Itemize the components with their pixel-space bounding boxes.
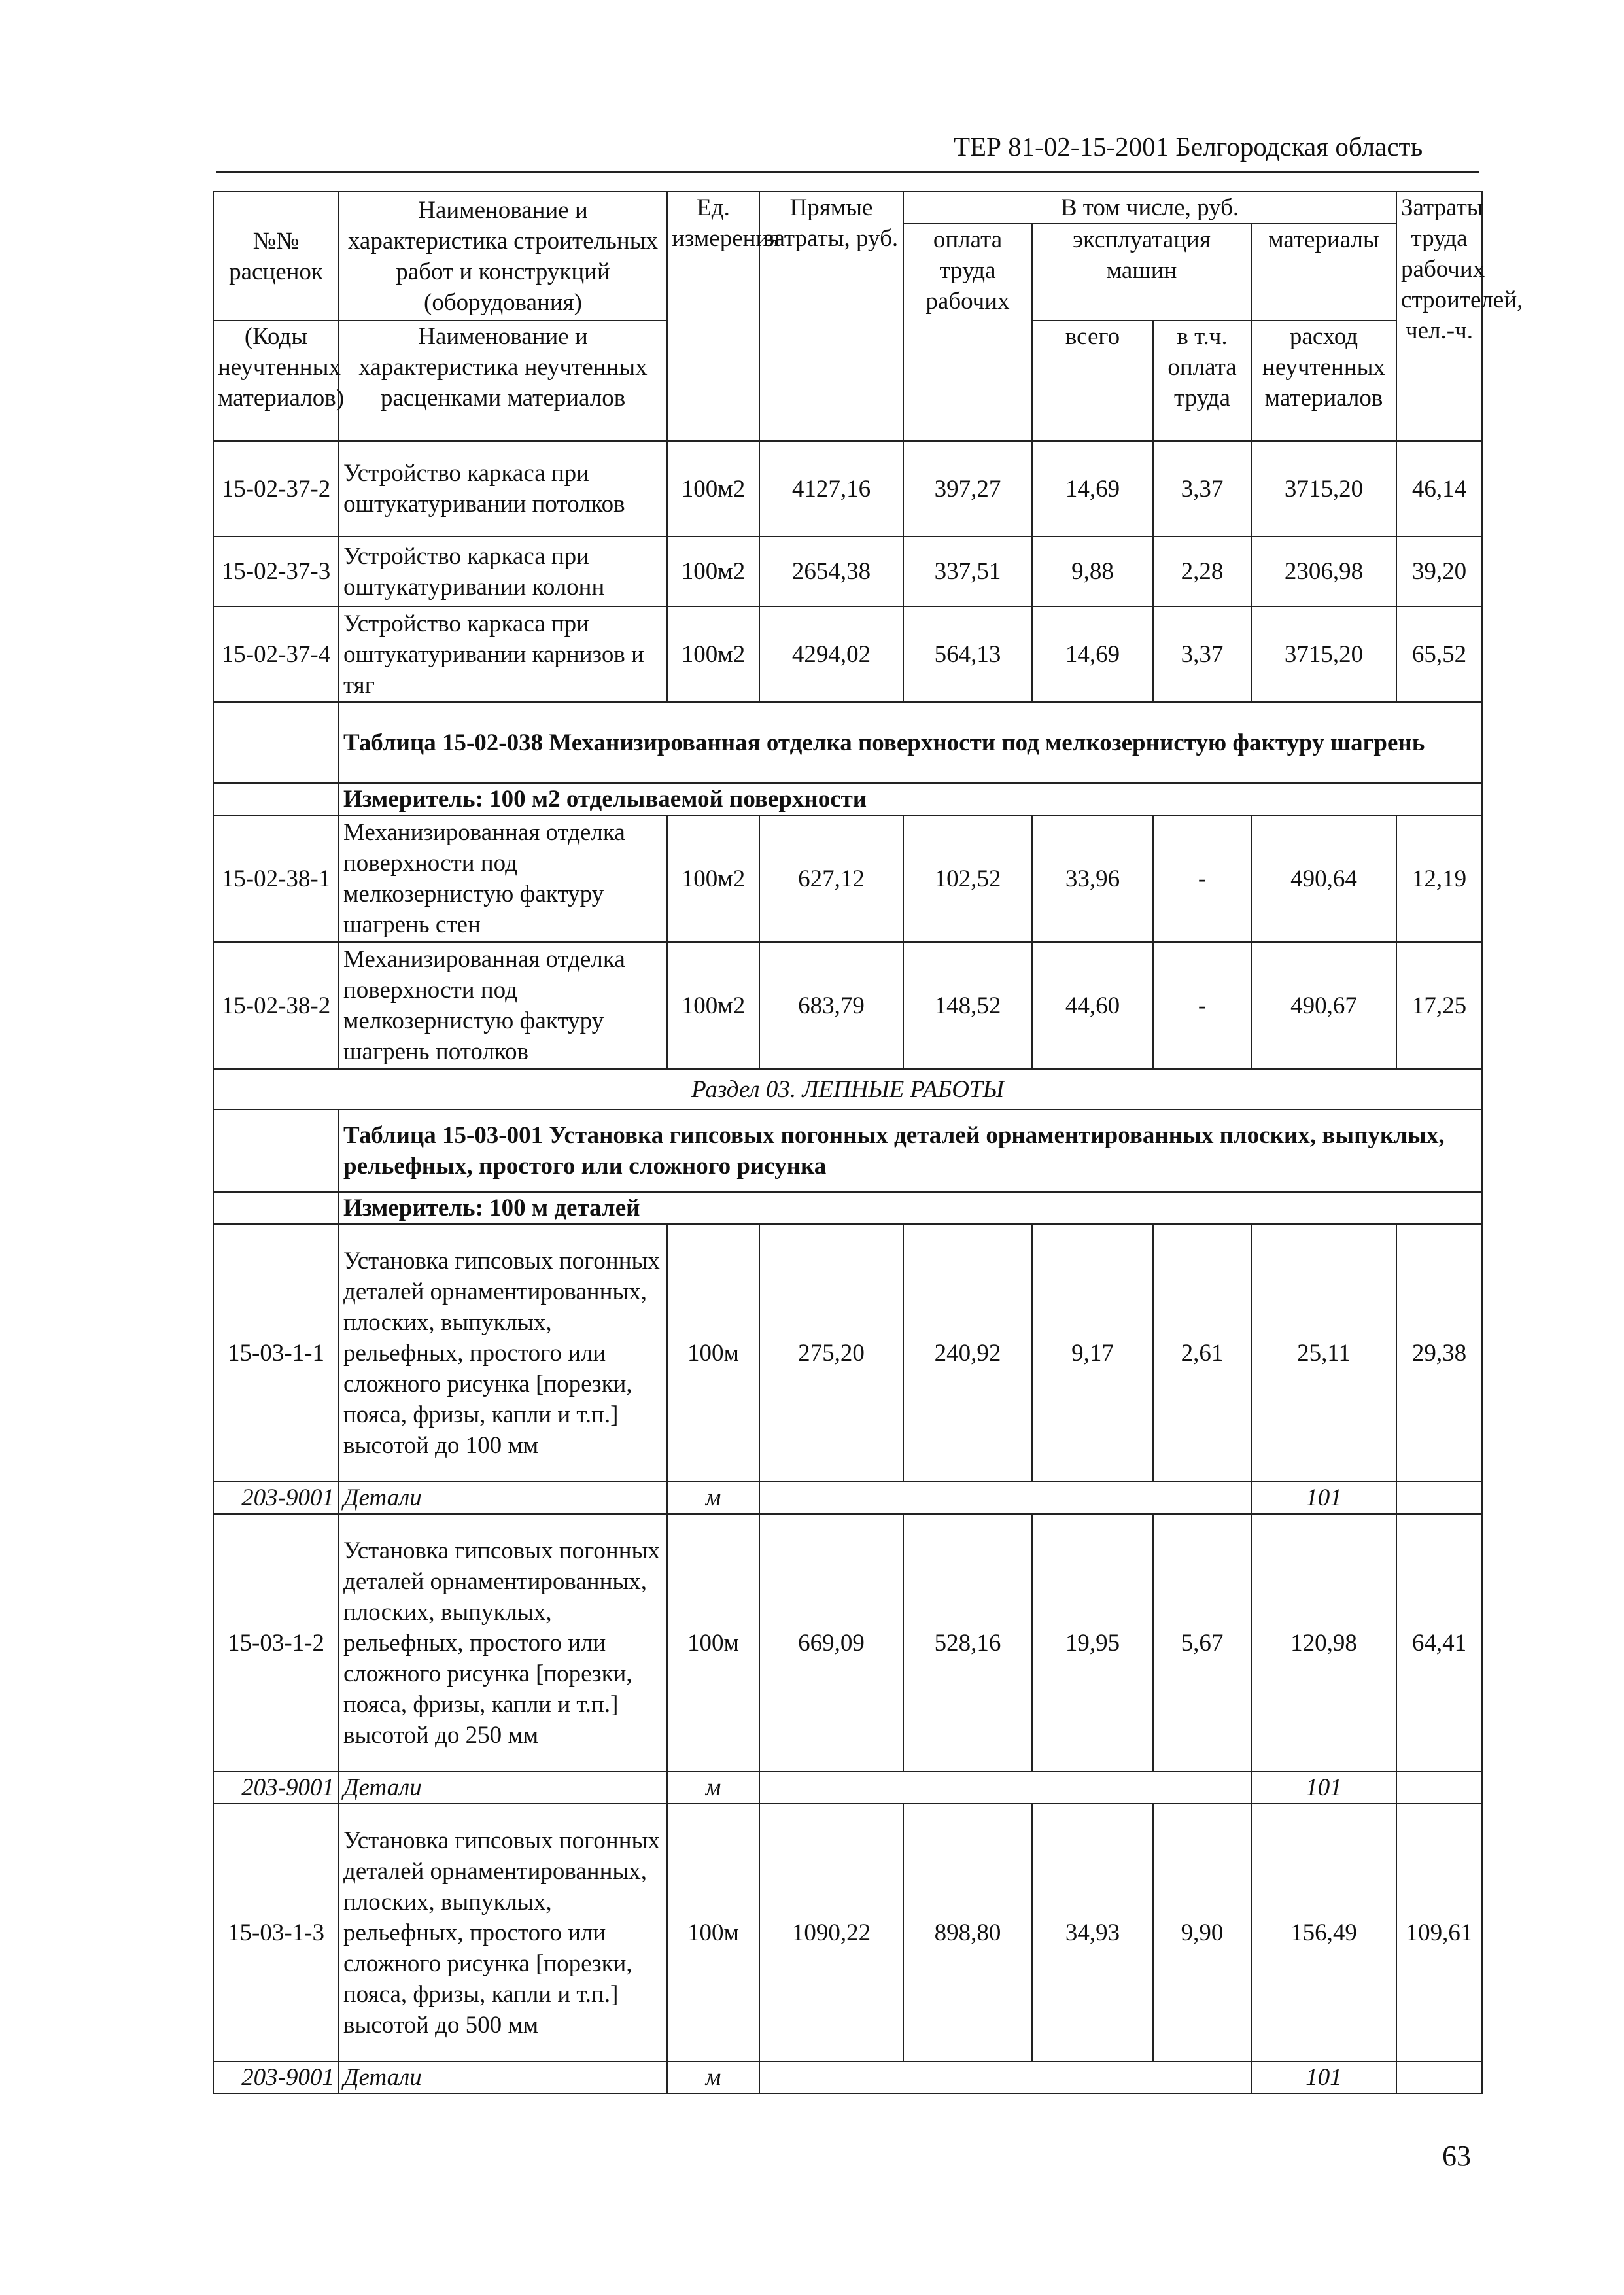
rate-unit: 100м2 <box>667 815 759 942</box>
col-machines-header: эксплуатация машин <box>1032 224 1251 321</box>
rate-direct: 275,20 <box>759 1224 903 1482</box>
rate-name: Установка гипсовых погонных деталей орнаментированных, плоских, выпуклых, рельефных, простого или сложного рисунка [порезки, пояса, фризы, капли и т.п.] высотой до 250 мм <box>339 1514 667 1772</box>
rate-labor: 39,20 <box>1396 536 1482 606</box>
rate-mach-pay: - <box>1153 815 1251 942</box>
rate-mach-pay: 9,90 <box>1153 1804 1251 2061</box>
material-row <box>213 1772 1482 1804</box>
rate-direct: 4127,16 <box>759 441 903 536</box>
rate-name: Механизированная отделка поверхности под мелкозернистую фактуру шагрень стен <box>339 815 667 942</box>
rate-name: Установка гипсовых погонных деталей орнаментированных, плоских, выпуклых, рельефных, простого или сложного рисунка [порезки, пояса, фризы, капли и т.п.] высотой до 500 мм <box>339 1804 667 2061</box>
table-row <box>213 536 1482 606</box>
material-code: 203-9001 <box>213 1772 339 1804</box>
rate-labor: 12,19 <box>1396 815 1482 942</box>
col-name-header: Наименование и характеристика строительных работ и конструкций (оборудования) <box>339 192 667 321</box>
blank-code-cell <box>213 783 339 815</box>
table-row <box>213 1224 1482 1482</box>
rate-direct: 1090,22 <box>759 1804 903 2061</box>
rate-pay: 397,27 <box>903 441 1032 536</box>
rate-code: 15-03-1-3 <box>213 1804 339 2061</box>
rate-unit: 100м <box>667 1514 759 1772</box>
rate-direct: 627,12 <box>759 815 903 942</box>
material-blank <box>759 1772 1251 1804</box>
rate-labor: 65,52 <box>1396 606 1482 702</box>
col-labor-header: Затраты труда рабочих строителей, чел.-ч. <box>1396 192 1482 441</box>
table-row <box>213 441 1482 536</box>
col-mach-total-header: всего <box>1032 321 1153 441</box>
rate-mach-pay: 3,37 <box>1153 441 1251 536</box>
material-row <box>213 1482 1482 1514</box>
table-001-title: Таблица 15-03-001 Установка гипсовых погонных деталей орнаментированных плоских, выпуклых, рельефных, простого или сложного рисунка <box>339 1110 1482 1192</box>
rate-mat: 490,67 <box>1251 942 1396 1069</box>
rate-mach: 19,95 <box>1032 1514 1153 1772</box>
material-code: 203-9001 <box>213 1482 339 1514</box>
material-unit: м <box>667 2061 759 2094</box>
rate-direct: 2654,38 <box>759 536 903 606</box>
rate-mach: 14,69 <box>1032 441 1153 536</box>
col-direct-header: Прямые затраты, руб. <box>759 192 903 441</box>
col-materials-header: материалы <box>1251 224 1396 321</box>
rates-table <box>213 191 1523 2094</box>
rate-labor: 46,14 <box>1396 441 1482 536</box>
rate-mach: 9,17 <box>1032 1224 1153 1482</box>
material-qty: 101 <box>1251 1482 1396 1514</box>
rate-direct: 669,09 <box>759 1514 903 1772</box>
rate-name: Устройство каркаса при оштукатуривании колонн <box>339 536 667 606</box>
rate-pay: 240,92 <box>903 1224 1032 1482</box>
rate-mach-pay: - <box>1153 942 1251 1069</box>
material-unit: м <box>667 1772 759 1804</box>
material-code: 203-9001 <box>213 2061 339 2094</box>
table-038-meter: Измеритель: 100 м2 отделываемой поверхности <box>339 783 1482 815</box>
table-038-title: Таблица 15-02-038 Механизированная отделка поверхности под мелкозернистую фактуру шагрень <box>339 702 1482 783</box>
rate-mat: 3715,20 <box>1251 606 1396 702</box>
rate-name: Установка гипсовых погонных деталей орнаментированных, плоских, выпуклых, рельефных, простого или сложного рисунка [порезки, пояса, фризы, капли и т.п.] высотой до 100 мм <box>339 1224 667 1482</box>
blank-code-cell <box>213 702 339 783</box>
header-rule <box>216 171 1479 173</box>
rate-direct: 4294,02 <box>759 606 903 702</box>
col-unit-header: Ед. измерения <box>667 192 759 441</box>
rate-unit: 100м2 <box>667 606 759 702</box>
rate-code: 15-02-37-3 <box>213 536 339 606</box>
material-qty: 101 <box>1251 1772 1396 1804</box>
table-row <box>213 606 1482 702</box>
rate-code: 15-03-1-1 <box>213 1224 339 1482</box>
rate-pay: 102,52 <box>903 815 1032 942</box>
table-row <box>213 1514 1482 1772</box>
rate-pay: 528,16 <box>903 1514 1032 1772</box>
rate-labor: 109,61 <box>1396 1804 1482 2061</box>
material-blank <box>1396 1482 1482 1514</box>
rate-mach-pay: 3,37 <box>1153 606 1251 702</box>
rate-name: Механизированная отделка поверхности под мелкозернистую фактуру шагрень потолков <box>339 942 667 1069</box>
rate-labor: 64,41 <box>1396 1514 1482 1772</box>
rate-unit: 100м <box>667 1224 759 1482</box>
section-title: Раздел 03. ЛЕПНЫЕ РАБОТЫ <box>213 1069 1482 1110</box>
page-header-title: ТЕР 81-02-15-2001 Белгородская область <box>954 131 1423 162</box>
rate-mat: 120,98 <box>1251 1514 1396 1772</box>
col-mat-name-header: Наименование и характеристика неучтенных расценками материалов <box>339 321 667 441</box>
material-qty: 101 <box>1251 2061 1396 2094</box>
rate-code: 15-02-37-4 <box>213 606 339 702</box>
table-001-meter: Измеритель: 100 м деталей <box>339 1192 1482 1224</box>
rate-pay: 337,51 <box>903 536 1032 606</box>
rate-mach: 44,60 <box>1032 942 1153 1069</box>
col-mat-use-header: расход неучтенных материалов <box>1251 321 1396 441</box>
rate-direct: 683,79 <box>759 942 903 1069</box>
col-code-header: №№ расценок <box>213 192 339 321</box>
rate-code: 15-02-37-2 <box>213 441 339 536</box>
blank-code-cell <box>213 1110 339 1192</box>
col-mach-pay-header: в т.ч. оплата труда <box>1153 321 1251 441</box>
col-mat-code-header: (Коды неучтенных материалов) <box>213 321 339 441</box>
rate-code: 15-02-38-2 <box>213 942 339 1069</box>
table-row <box>213 1804 1482 2061</box>
rate-pay: 148,52 <box>903 942 1032 1069</box>
rate-pay: 564,13 <box>903 606 1032 702</box>
table-row <box>213 815 1482 942</box>
rate-mat: 25,11 <box>1251 1224 1396 1482</box>
blank-code-cell <box>213 1192 339 1224</box>
rate-unit: 100м2 <box>667 536 759 606</box>
material-row <box>213 2061 1482 2094</box>
material-name: Детали <box>339 1772 667 1804</box>
page-number: 63 <box>1442 2140 1471 2172</box>
rate-mat: 2306,98 <box>1251 536 1396 606</box>
rate-code: 15-02-38-1 <box>213 815 339 942</box>
material-blank <box>759 1482 1251 1514</box>
rate-unit: 100м <box>667 1804 759 2061</box>
rate-mach-pay: 5,67 <box>1153 1514 1251 1772</box>
rate-labor: 29,38 <box>1396 1224 1482 1482</box>
rate-mach: 9,88 <box>1032 536 1153 606</box>
material-name: Детали <box>339 2061 667 2094</box>
material-unit: м <box>667 1482 759 1514</box>
rate-mat: 3715,20 <box>1251 441 1396 536</box>
col-labor-pay-header: оплата труда рабочих <box>903 224 1032 441</box>
material-name: Детали <box>339 1482 667 1514</box>
material-blank <box>1396 1772 1482 1804</box>
rate-mat: 156,49 <box>1251 1804 1396 2061</box>
rate-mach-pay: 2,28 <box>1153 536 1251 606</box>
rate-code: 15-03-1-2 <box>213 1514 339 1772</box>
rate-unit: 100м2 <box>667 942 759 1069</box>
table-row <box>213 942 1482 1069</box>
rate-pay: 898,80 <box>903 1804 1032 2061</box>
rate-mach: 33,96 <box>1032 815 1153 942</box>
rate-mach: 14,69 <box>1032 606 1153 702</box>
rate-name: Устройство каркаса при оштукатуривании потолков <box>339 441 667 536</box>
rate-mach-pay: 2,61 <box>1153 1224 1251 1482</box>
rate-mach: 34,93 <box>1032 1804 1153 2061</box>
material-blank <box>759 2061 1251 2094</box>
rate-mat: 490,64 <box>1251 815 1396 942</box>
rate-name: Устройство каркаса при оштукатуривании карнизов и тяг <box>339 606 667 702</box>
material-blank <box>1396 2061 1482 2094</box>
rate-unit: 100м2 <box>667 441 759 536</box>
rate-labor: 17,25 <box>1396 942 1482 1069</box>
col-including-header: В том числе, руб. <box>903 192 1396 224</box>
